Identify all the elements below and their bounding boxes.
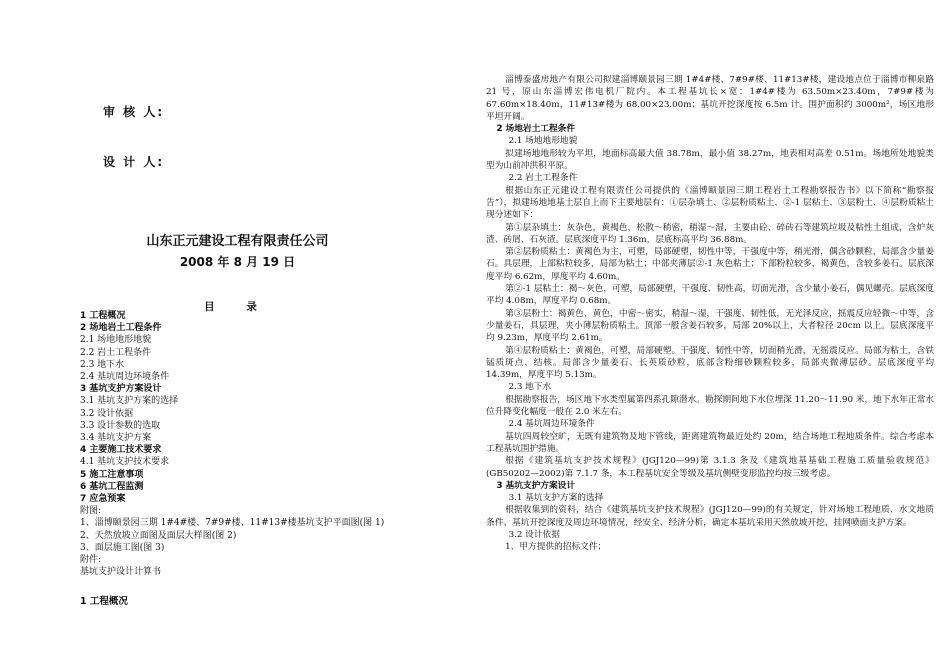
- toc-item: 1 工程概况: [80, 311, 126, 321]
- toc-item: 2.2 岩土工程条件: [80, 347, 152, 358]
- toc-item: 3 基坑支护方案设计: [80, 384, 162, 395]
- table-of-contents: [80, 310, 460, 578]
- designer-label: 设 计 人:: [103, 155, 165, 169]
- company-name: 山东正元建设工程有限责任公司: [146, 234, 329, 249]
- paragraph: 基坑四周较空旷，无既有建筑物及地下管线，距离建筑物最近处约 20m，结合场地工程地质条件。综合考虑本工程基坑围护措施。: [486, 431, 934, 454]
- paragraph: 第②-1 层粘土：褐～灰色，可塑，局部硬塑，干强度、韧性高，切面光滑，含少量小姜石，偶见螺壳。层底深度平均 4.08m，厚度平均 0.68m。: [486, 284, 934, 307]
- paragraph: 根据山东正元建设工程有限责任公司提供的《淄博颐景园三期工程岩土工程勘察报告书》以下简称“勘察报告”），拟建场地地基土层自上而下主要地层有：①层杂填土、②层粉质粘土、②-1 层粘土、③层粉土、④层粉质粘土现分述如下：: [486, 185, 934, 221]
- toc-item: 6 基坑工程监测: [80, 481, 144, 492]
- paragraph: 根据勘察报告，场区地下水类型属第四系孔隙潜水。勘探期间地下水位埋深 11.20～11.90 米，地下水年正常水位升降变化幅度一般在 2.0 米左右。: [486, 394, 934, 418]
- toc-item: 4 主要施工技术要求: [80, 445, 162, 456]
- toc-item: 3.3 设计参数的选取: [80, 420, 161, 431]
- toc-item: 4.1 基坑支护技术要求: [80, 457, 170, 468]
- subsection-heading: 2.2 岩土工程条件: [508, 173, 578, 184]
- toc-item: 2.1 场地地形地貌: [80, 335, 152, 346]
- paragraph: 第③层粉土：褐黄色、黄色，中密～密实，稍湿～湿，干强度、韧性低，无光泽反应，摇震反应轻微～中等，含少量姜石，具层理，夹小薄层粉质粘土。顶部一般含姜石较多，局部 20%以上，大者粒径 20cm 以上。层底深度平均 9.23m，厚度平均 2.61m。: [486, 308, 934, 344]
- toc-item: 3.2 设计依据: [80, 408, 134, 419]
- subsection-heading: 2.1 场地地形地貌: [508, 136, 578, 147]
- paragraph: 淄博泰盛房地产有限公司拟建淄博颐景园三期 1#4#楼、7#9#楼、11#13#楼，建设地点位于淄博市柳泉路 21 号，原山东淄博宏伟电机厂院内。本工程基坑长×宽：1#4#楼为 63.50m×23.40m，7#9#楼为 67.60m×18.40m，11#13#楼为 68.00×23.00m；基坑开挖深度按 6.5m 计。围护面积约 3000m²，场区地形平坦开阔。: [486, 75, 934, 122]
- paragraph: 根据《建筑基坑支护技术规程》(JGJ120—99)第 3.1.3 条及《建筑地基基础工程施工质量验收规范》(GB50202—2002)第 7.1.7 条，本工程基坑安全等级及基坑侧壁变形监控均按三级考虑。: [486, 456, 934, 479]
- subsection-heading: 3.2 设计依据: [508, 529, 560, 540]
- toc-item: 5 施工注意事项: [80, 469, 144, 480]
- toc-item: 附图:: [80, 506, 102, 517]
- report-date: 2008 年 8 月 19 日: [179, 255, 296, 269]
- paragraph: 第②层粉质粘土：黄褐色为主，可塑，局部硬塑，韧性中等，干强度中等，稍光滑，偶含砂颗粒，局部含少量姜石。具层理，上部粘粒较多，局部为粘土；中部夹薄层②-1 灰色粘土；下部粉粒较多，褐黄色，含较多姜石。层底深度平均 6.62m，厚度平均 4.60m。: [486, 247, 934, 282]
- toc-item: 基坑支护设计计算书: [80, 567, 162, 578]
- reviewer-label: 审 核 人:: [103, 105, 165, 119]
- toc-item: 2、天然放坡立面图及面层大样图(图 2): [80, 530, 237, 541]
- toc-item: 2.3 地下水: [80, 359, 125, 370]
- subsection-heading: 2.3 地下水: [508, 382, 552, 393]
- toc-item: 2.4 基坑周边环境条件: [80, 372, 170, 383]
- toc-item: 3、面层施工图(图 3): [80, 542, 165, 553]
- body-text: [486, 74, 934, 554]
- subsection-heading: 2.4 基坑周边环境条件: [508, 419, 595, 430]
- toc-title: 目 录: [204, 301, 271, 313]
- paragraph: 1、甲方提供的招标文件；: [505, 542, 607, 553]
- section-heading: 1 工程概况: [80, 596, 128, 607]
- toc-item: 1、淄博颐景园三期 1#4#楼、7#9#楼、11#13#楼基坑支护平面图(图 1): [80, 518, 385, 529]
- right-page: [475, 0, 950, 672]
- paragraph: 第①层杂填土：灰杂色，黄褐色，松散～稍密，稍湿～湿，主要由砼、碎砖石等建筑垃圾及粘性土组成，含炉灰渣、砖屑、石灰渣。层底深度平均 1.36m，层底标高平均 36.88m。: [486, 222, 934, 245]
- paragraph: 第④层粉质粘土：黄褐色，可塑，局部硬塑。干强度、韧性中等，切面稍光滑，无摇震反应。局部为粘土，含铁锰质斑点、结核。局部含少量姜石、长英质砂粒，底部含粉细砂颗粒较多，局部夹微薄层砂。层底深度平均 14.39m，厚度平均 5.13m。: [486, 345, 934, 381]
- paragraph: 拟建场地地形较为平坦，地面标高最大值 38.78m，最小值 38.27m，地表相对高差 0.51m。场地所处地貌类型为山前冲洪积平原。: [486, 148, 934, 172]
- paragraph: 根据收集到的资料，结合《建筑基坑支护技术规程》(JGJ120—99)的有关规定，针对场地工程地质、水文地质条件、基坑开挖深度及周边环境情况，经安全、经济分析，确定本基坑采用天然放坡开挖，挂网喷面支护方案。: [486, 505, 934, 528]
- toc-item: 7 应急预案: [80, 494, 126, 505]
- subsection-heading: 3.1 基坑支护方案的选择: [508, 493, 604, 504]
- section-heading: 2 场地岩土工程条件: [496, 124, 576, 135]
- section-heading: 3 基坑支护方案设计: [496, 480, 576, 491]
- toc-item: 3.4 基坑支护方案: [80, 433, 152, 444]
- toc-item: 附件:: [80, 555, 102, 566]
- toc-item: 2 场地岩土工程条件: [80, 323, 162, 334]
- toc-item: 3.1 基坑支护方案的选择: [80, 396, 179, 407]
